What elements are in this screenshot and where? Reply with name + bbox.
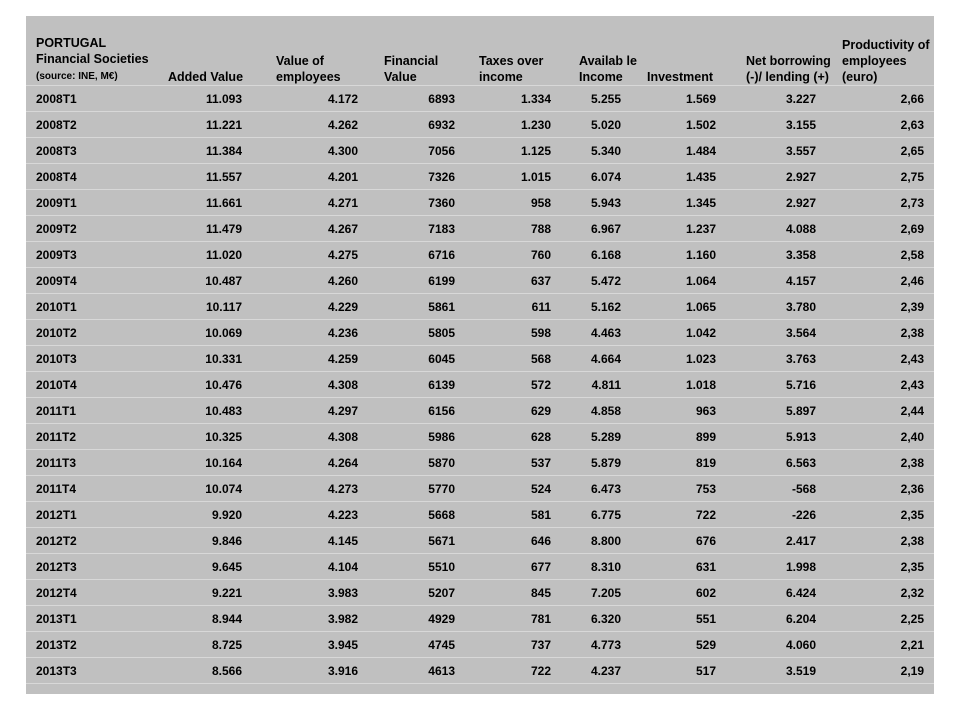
table-row <box>26 606 934 632</box>
table-cell: 7.205 <box>569 580 637 606</box>
table-cell: 517 <box>637 658 736 684</box>
table-cell: 2,19 <box>832 658 934 684</box>
table-row <box>26 242 934 268</box>
table-cell: 10.331 <box>158 346 266 372</box>
financial-societies-table <box>26 21 934 684</box>
table-cell: 963 <box>637 398 736 424</box>
table-cell: 2,38 <box>832 450 934 476</box>
table-cell: 5668 <box>374 502 469 528</box>
table-cell: 2,73 <box>832 190 934 216</box>
table-cell: 8.800 <box>569 528 637 554</box>
row-period-label: 2013T2 <box>26 632 158 658</box>
table-cell: 3.358 <box>736 242 832 268</box>
header-net-borrowing-lending <box>736 21 832 86</box>
table-cell: 5.879 <box>569 450 637 476</box>
table-cell: 529 <box>637 632 736 658</box>
table-cell: 5.289 <box>569 424 637 450</box>
table-cell: 4.267 <box>266 216 374 242</box>
table-cell: 11.221 <box>158 112 266 138</box>
table-cell: 4.229 <box>266 294 374 320</box>
table-cell: 8.566 <box>158 658 266 684</box>
table-cell: 5.472 <box>569 268 637 294</box>
table-cell: 676 <box>637 528 736 554</box>
table-row <box>26 320 934 346</box>
table-row <box>26 164 934 190</box>
header-label: Net borrowing (-)/ lending (+) <box>746 54 831 84</box>
table-cell: 3.557 <box>736 138 832 164</box>
table-cell: 5.716 <box>736 372 832 398</box>
table-cell: 4.088 <box>736 216 832 242</box>
row-period-label: 2010T1 <box>26 294 158 320</box>
header-label: PORTUGAL Financial Societies <box>36 36 149 66</box>
table-cell: 4.297 <box>266 398 374 424</box>
table-cell: 2,65 <box>832 138 934 164</box>
table-cell: 6156 <box>374 398 469 424</box>
table-cell: 1.998 <box>736 554 832 580</box>
header-financial-value <box>374 21 469 86</box>
table-row <box>26 528 934 554</box>
row-period-label: 2011T1 <box>26 398 158 424</box>
table-cell: 2,44 <box>832 398 934 424</box>
table-cell: 646 <box>469 528 569 554</box>
table-cell: 5.943 <box>569 190 637 216</box>
table-cell: 6.074 <box>569 164 637 190</box>
table-cell: 2,38 <box>832 320 934 346</box>
table-cell: 10.074 <box>158 476 266 502</box>
table-cell: 1.334 <box>469 86 569 112</box>
table-cell: 3.916 <box>266 658 374 684</box>
header-label: Productivity of employees (euro) <box>842 38 930 84</box>
table-cell: 6.563 <box>736 450 832 476</box>
table-cell: 3.564 <box>736 320 832 346</box>
table-cell: 4.811 <box>569 372 637 398</box>
table-header <box>26 21 934 86</box>
table-cell: 5870 <box>374 450 469 476</box>
table-cell: 4.858 <box>569 398 637 424</box>
table-cell: 4.262 <box>266 112 374 138</box>
table-row <box>26 294 934 320</box>
header-added-value <box>158 21 266 86</box>
table-cell: 4.463 <box>569 320 637 346</box>
table-row <box>26 398 934 424</box>
table-cell: 2,69 <box>832 216 934 242</box>
table-cell: 753 <box>637 476 736 502</box>
table-cell: 4613 <box>374 658 469 684</box>
table-cell: 722 <box>637 502 736 528</box>
table-cell: 10.117 <box>158 294 266 320</box>
table-cell: 6.204 <box>736 606 832 632</box>
table-cell: 5770 <box>374 476 469 502</box>
table-cell: 8.725 <box>158 632 266 658</box>
table-cell: 5.340 <box>569 138 637 164</box>
table-cell: 4.172 <box>266 86 374 112</box>
table-cell: 611 <box>469 294 569 320</box>
table-cell: 2,43 <box>832 372 934 398</box>
table-cell: 5.162 <box>569 294 637 320</box>
table-cell: 2,43 <box>832 346 934 372</box>
table-cell: 551 <box>637 606 736 632</box>
table-cell: 2,75 <box>832 164 934 190</box>
table-cell: 1.065 <box>637 294 736 320</box>
table-cell: 602 <box>637 580 736 606</box>
row-period-label: 2012T2 <box>26 528 158 554</box>
table-cell: -226 <box>736 502 832 528</box>
table-row <box>26 658 934 684</box>
table-cell: 5805 <box>374 320 469 346</box>
table-cell: 5.913 <box>736 424 832 450</box>
table-cell: 7360 <box>374 190 469 216</box>
table-cell: 10.325 <box>158 424 266 450</box>
row-period-label: 2013T3 <box>26 658 158 684</box>
table-cell: 3.519 <box>736 658 832 684</box>
row-period-label: 2012T4 <box>26 580 158 606</box>
table-cell: 581 <box>469 502 569 528</box>
table-cell: 3.227 <box>736 86 832 112</box>
table-cell: 2,66 <box>832 86 934 112</box>
table-row <box>26 190 934 216</box>
table-cell: 819 <box>637 450 736 476</box>
table-cell: 4.201 <box>266 164 374 190</box>
table-cell: 11.479 <box>158 216 266 242</box>
table-cell: 2,40 <box>832 424 934 450</box>
table-cell: 6139 <box>374 372 469 398</box>
row-period-label: 2009T4 <box>26 268 158 294</box>
table-cell: 6932 <box>374 112 469 138</box>
row-period-label: 2009T3 <box>26 242 158 268</box>
table-cell: 2.927 <box>736 190 832 216</box>
table-panel <box>26 16 934 694</box>
table-cell: 4.237 <box>569 658 637 684</box>
table-cell: 6716 <box>374 242 469 268</box>
table-cell: 1.569 <box>637 86 736 112</box>
table-cell: 5861 <box>374 294 469 320</box>
table-cell: 9.846 <box>158 528 266 554</box>
table-row <box>26 86 934 112</box>
row-period-label: 2010T4 <box>26 372 158 398</box>
table-cell: 1.023 <box>637 346 736 372</box>
table-cell: 3.945 <box>266 632 374 658</box>
table-cell: 11.384 <box>158 138 266 164</box>
table-cell: 4.259 <box>266 346 374 372</box>
table-cell: 6045 <box>374 346 469 372</box>
table-cell: 6.168 <box>569 242 637 268</box>
table-cell: 1.015 <box>469 164 569 190</box>
table-cell: 10.069 <box>158 320 266 346</box>
table-row <box>26 502 934 528</box>
table-cell: 629 <box>469 398 569 424</box>
row-period-label: 2010T2 <box>26 320 158 346</box>
table-cell: 1.237 <box>637 216 736 242</box>
table-cell: 1.484 <box>637 138 736 164</box>
table-cell: 5207 <box>374 580 469 606</box>
table-cell: 11.557 <box>158 164 266 190</box>
table-cell: 1.502 <box>637 112 736 138</box>
table-cell: 598 <box>469 320 569 346</box>
table-cell: 9.645 <box>158 554 266 580</box>
table-cell: 4.273 <box>266 476 374 502</box>
table-cell: 4929 <box>374 606 469 632</box>
table-cell: 4.308 <box>266 372 374 398</box>
header-label: Availab le Income <box>579 54 637 84</box>
header-productivity-of-employees <box>832 21 934 86</box>
table-cell: 11.093 <box>158 86 266 112</box>
row-period-label: 2011T2 <box>26 424 158 450</box>
header-source-note: (source: INE, M€) <box>36 71 118 82</box>
table-cell: 2,38 <box>832 528 934 554</box>
table-row <box>26 372 934 398</box>
table-cell: 3.763 <box>736 346 832 372</box>
table-cell: 3.155 <box>736 112 832 138</box>
header-taxes-over-income <box>469 21 569 86</box>
table-cell: 4.157 <box>736 268 832 294</box>
table-cell: 2,39 <box>832 294 934 320</box>
row-period-label: 2012T3 <box>26 554 158 580</box>
table-cell: 6.424 <box>736 580 832 606</box>
header-label: Added Value <box>168 70 244 84</box>
header-value-of-employees <box>266 21 374 86</box>
row-period-label: 2010T3 <box>26 346 158 372</box>
table-row <box>26 580 934 606</box>
table-cell: 3.983 <box>266 580 374 606</box>
header-label: Value of employees <box>276 54 341 84</box>
table-cell: 5.897 <box>736 398 832 424</box>
table-cell: 5.020 <box>569 112 637 138</box>
table-cell: 7183 <box>374 216 469 242</box>
table-cell: 4.275 <box>266 242 374 268</box>
row-period-label: 2008T1 <box>26 86 158 112</box>
table-cell: 11.020 <box>158 242 266 268</box>
row-period-label: 2013T1 <box>26 606 158 632</box>
table-cell: -568 <box>736 476 832 502</box>
header-label: Taxes over income <box>479 54 544 84</box>
table-cell: 10.164 <box>158 450 266 476</box>
table-cell: 2,21 <box>832 632 934 658</box>
table-cell: 1.345 <box>637 190 736 216</box>
table-cell: 1.230 <box>469 112 569 138</box>
table-cell: 958 <box>469 190 569 216</box>
table-cell: 1.064 <box>637 268 736 294</box>
table-cell: 3.982 <box>266 606 374 632</box>
table-cell: 6893 <box>374 86 469 112</box>
table-cell: 1.042 <box>637 320 736 346</box>
table-cell: 737 <box>469 632 569 658</box>
table-cell: 628 <box>469 424 569 450</box>
table-cell: 6.320 <box>569 606 637 632</box>
table-row <box>26 346 934 372</box>
table-cell: 845 <box>469 580 569 606</box>
table-cell: 4.060 <box>736 632 832 658</box>
header-portugal-financial-societies <box>26 21 158 86</box>
table-row <box>26 554 934 580</box>
table-cell: 4.260 <box>266 268 374 294</box>
table-cell: 4.271 <box>266 190 374 216</box>
row-period-label: 2008T2 <box>26 112 158 138</box>
table-cell: 572 <box>469 372 569 398</box>
table-cell: 1.160 <box>637 242 736 268</box>
table-cell: 899 <box>637 424 736 450</box>
table-cell: 1.018 <box>637 372 736 398</box>
table-row <box>26 424 934 450</box>
table-row <box>26 112 934 138</box>
table-cell: 631 <box>637 554 736 580</box>
table-cell: 2.927 <box>736 164 832 190</box>
table-row <box>26 632 934 658</box>
table-cell: 9.221 <box>158 580 266 606</box>
row-period-label: 2009T2 <box>26 216 158 242</box>
table-cell: 4.145 <box>266 528 374 554</box>
header-available-income <box>569 21 637 86</box>
table-cell: 2.417 <box>736 528 832 554</box>
table-cell: 788 <box>469 216 569 242</box>
table-cell: 5510 <box>374 554 469 580</box>
table-row <box>26 268 934 294</box>
table-cell: 760 <box>469 242 569 268</box>
table-cell: 4.104 <box>266 554 374 580</box>
table-row <box>26 476 934 502</box>
table-cell: 637 <box>469 268 569 294</box>
table-cell: 2,36 <box>832 476 934 502</box>
table-cell: 2,46 <box>832 268 934 294</box>
row-period-label: 2011T3 <box>26 450 158 476</box>
table-cell: 2,25 <box>832 606 934 632</box>
table-row <box>26 138 934 164</box>
table-row <box>26 450 934 476</box>
table-cell: 2,58 <box>832 242 934 268</box>
table-cell: 2,63 <box>832 112 934 138</box>
table-cell: 7056 <box>374 138 469 164</box>
table-cell: 5.255 <box>569 86 637 112</box>
table-cell: 2,35 <box>832 554 934 580</box>
table-cell: 6.967 <box>569 216 637 242</box>
row-period-label: 2008T3 <box>26 138 158 164</box>
table-cell: 7326 <box>374 164 469 190</box>
table-cell: 6199 <box>374 268 469 294</box>
header-label: Financial Value <box>384 54 439 84</box>
table-cell: 4.223 <box>266 502 374 528</box>
header-label: Investment <box>647 70 713 84</box>
table-cell: 11.661 <box>158 190 266 216</box>
table-cell: 4745 <box>374 632 469 658</box>
row-period-label: 2012T1 <box>26 502 158 528</box>
table-cell: 537 <box>469 450 569 476</box>
table-cell: 781 <box>469 606 569 632</box>
table-body <box>26 86 934 684</box>
table-cell: 5986 <box>374 424 469 450</box>
table-cell: 2,35 <box>832 502 934 528</box>
table-cell: 568 <box>469 346 569 372</box>
table-cell: 1.125 <box>469 138 569 164</box>
table-cell: 677 <box>469 554 569 580</box>
table-cell: 10.476 <box>158 372 266 398</box>
table-cell: 6.473 <box>569 476 637 502</box>
table-cell: 3.780 <box>736 294 832 320</box>
table-cell: 722 <box>469 658 569 684</box>
table-cell: 9.920 <box>158 502 266 528</box>
table-cell: 4.300 <box>266 138 374 164</box>
table-cell: 10.487 <box>158 268 266 294</box>
row-period-label: 2011T4 <box>26 476 158 502</box>
table-cell: 5671 <box>374 528 469 554</box>
table-cell: 8.310 <box>569 554 637 580</box>
header-investment <box>637 21 736 86</box>
table-cell: 8.944 <box>158 606 266 632</box>
table-cell: 4.308 <box>266 424 374 450</box>
row-period-label: 2009T1 <box>26 190 158 216</box>
table-cell: 4.264 <box>266 450 374 476</box>
table-cell: 10.483 <box>158 398 266 424</box>
table-cell: 6.775 <box>569 502 637 528</box>
table-row <box>26 216 934 242</box>
table-cell: 4.664 <box>569 346 637 372</box>
table-cell: 1.435 <box>637 164 736 190</box>
table-cell: 2,32 <box>832 580 934 606</box>
table-cell: 524 <box>469 476 569 502</box>
table-cell: 4.773 <box>569 632 637 658</box>
row-period-label: 2008T4 <box>26 164 158 190</box>
table-cell: 4.236 <box>266 320 374 346</box>
